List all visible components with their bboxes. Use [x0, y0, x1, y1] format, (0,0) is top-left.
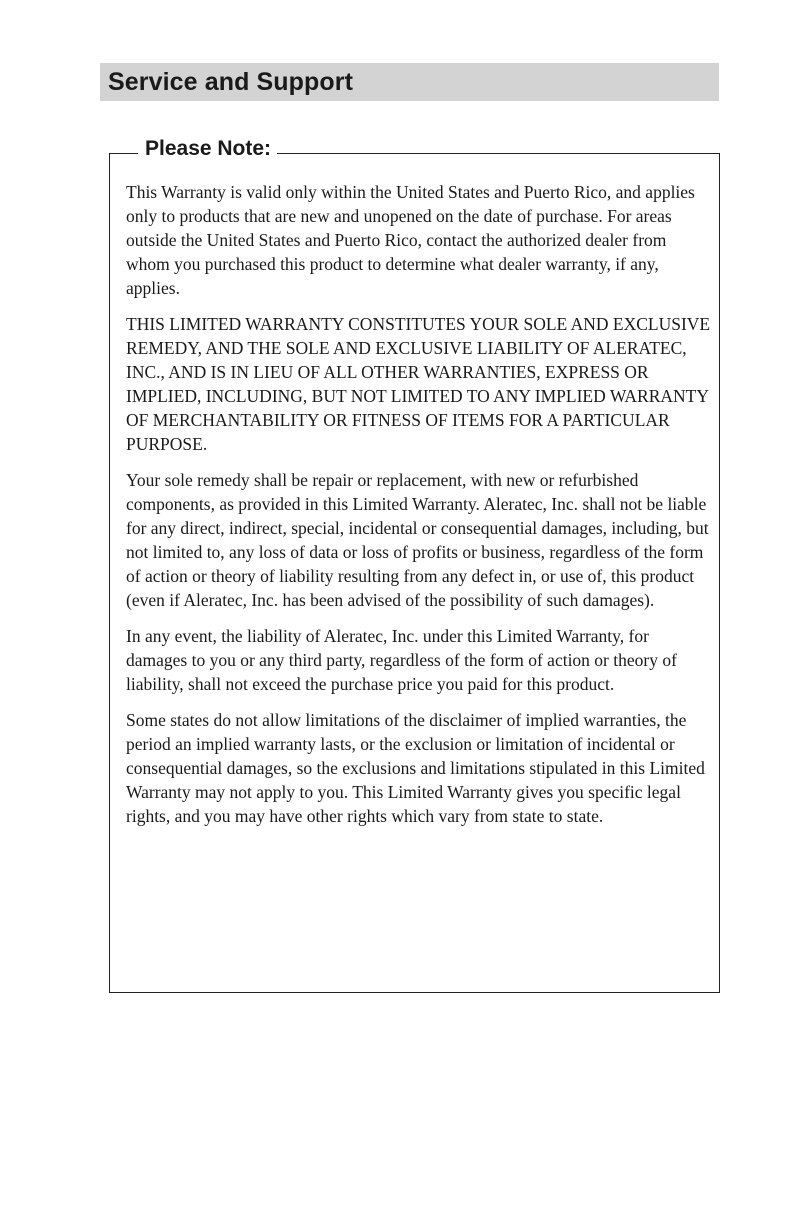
- state-rights-paragraph: Some states do not allow limitations of the disclaimer of implied warranties, the period an implied warranty lasts, or the exclusion or limitation of incidental or consequential damages, so the exclusions and limitations stipulated in this Limited Warranty may not apply to you. This Limited Warranty gives you specific legal rights, and you may have other rights which vary from state to state.: [126, 710, 705, 826]
- warranty-validity-paragraph: This Warranty is valid only within the United States and Puerto Rico, and applies only to products that are new and unopened on the date of purchase. For areas outside the United States and Puerto Rico, contact the authorized dealer from whom you purchased this product to determine what dealer warranty, if any, applies.: [126, 182, 695, 298]
- section-title: Service and Support: [108, 67, 354, 96]
- liability-limits-paragraph: Your sole remedy shall be repair or replacement, with new or refurbished components, as provided in this Limited Warranty. Aleratec, Inc. shall not be liable for any direct, indirect, special, incidental or consequential damages, including, but not limited to, any loss of data or loss of profits or business, regardless of the form of action or theory of liability resulting from any defect in, or use of, this product (even if Aleratec, Inc. has been advised of the possibility of such damages).: [126, 470, 709, 610]
- exclusive-remedy-paragraph: THIS LIMITED WARRANTY CONSTITUTES YOUR SOLE AND EXCLUSIVE REMEDY, AND THE SOLE AND EXCLUSIVE LIABILITY OF ALERATEC, INC., AND IS IN LIEU OF ALL OTHER WARRANTIES, EXPRESS OR IMPLIED, INCLUDING, BUT NOT LIMITED TO ANY IMPLIED WARRANTY OF MERCHANTABILITY OR FITNESS OF ITEMS FOR A PARTICULAR PURPOSE.: [126, 314, 711, 454]
- note-body: [126, 180, 712, 840]
- note-box: [109, 137, 720, 993]
- section-header: [100, 63, 719, 101]
- note-label: Please Note:: [138, 135, 277, 163]
- purchase-price-cap-paragraph: In any event, the liability of Aleratec, Inc. under this Limited Warranty, for damages to you or any third party, regardless of the form of action or theory of liability, shall not exceed the purchase price you paid for this product.: [126, 626, 677, 694]
